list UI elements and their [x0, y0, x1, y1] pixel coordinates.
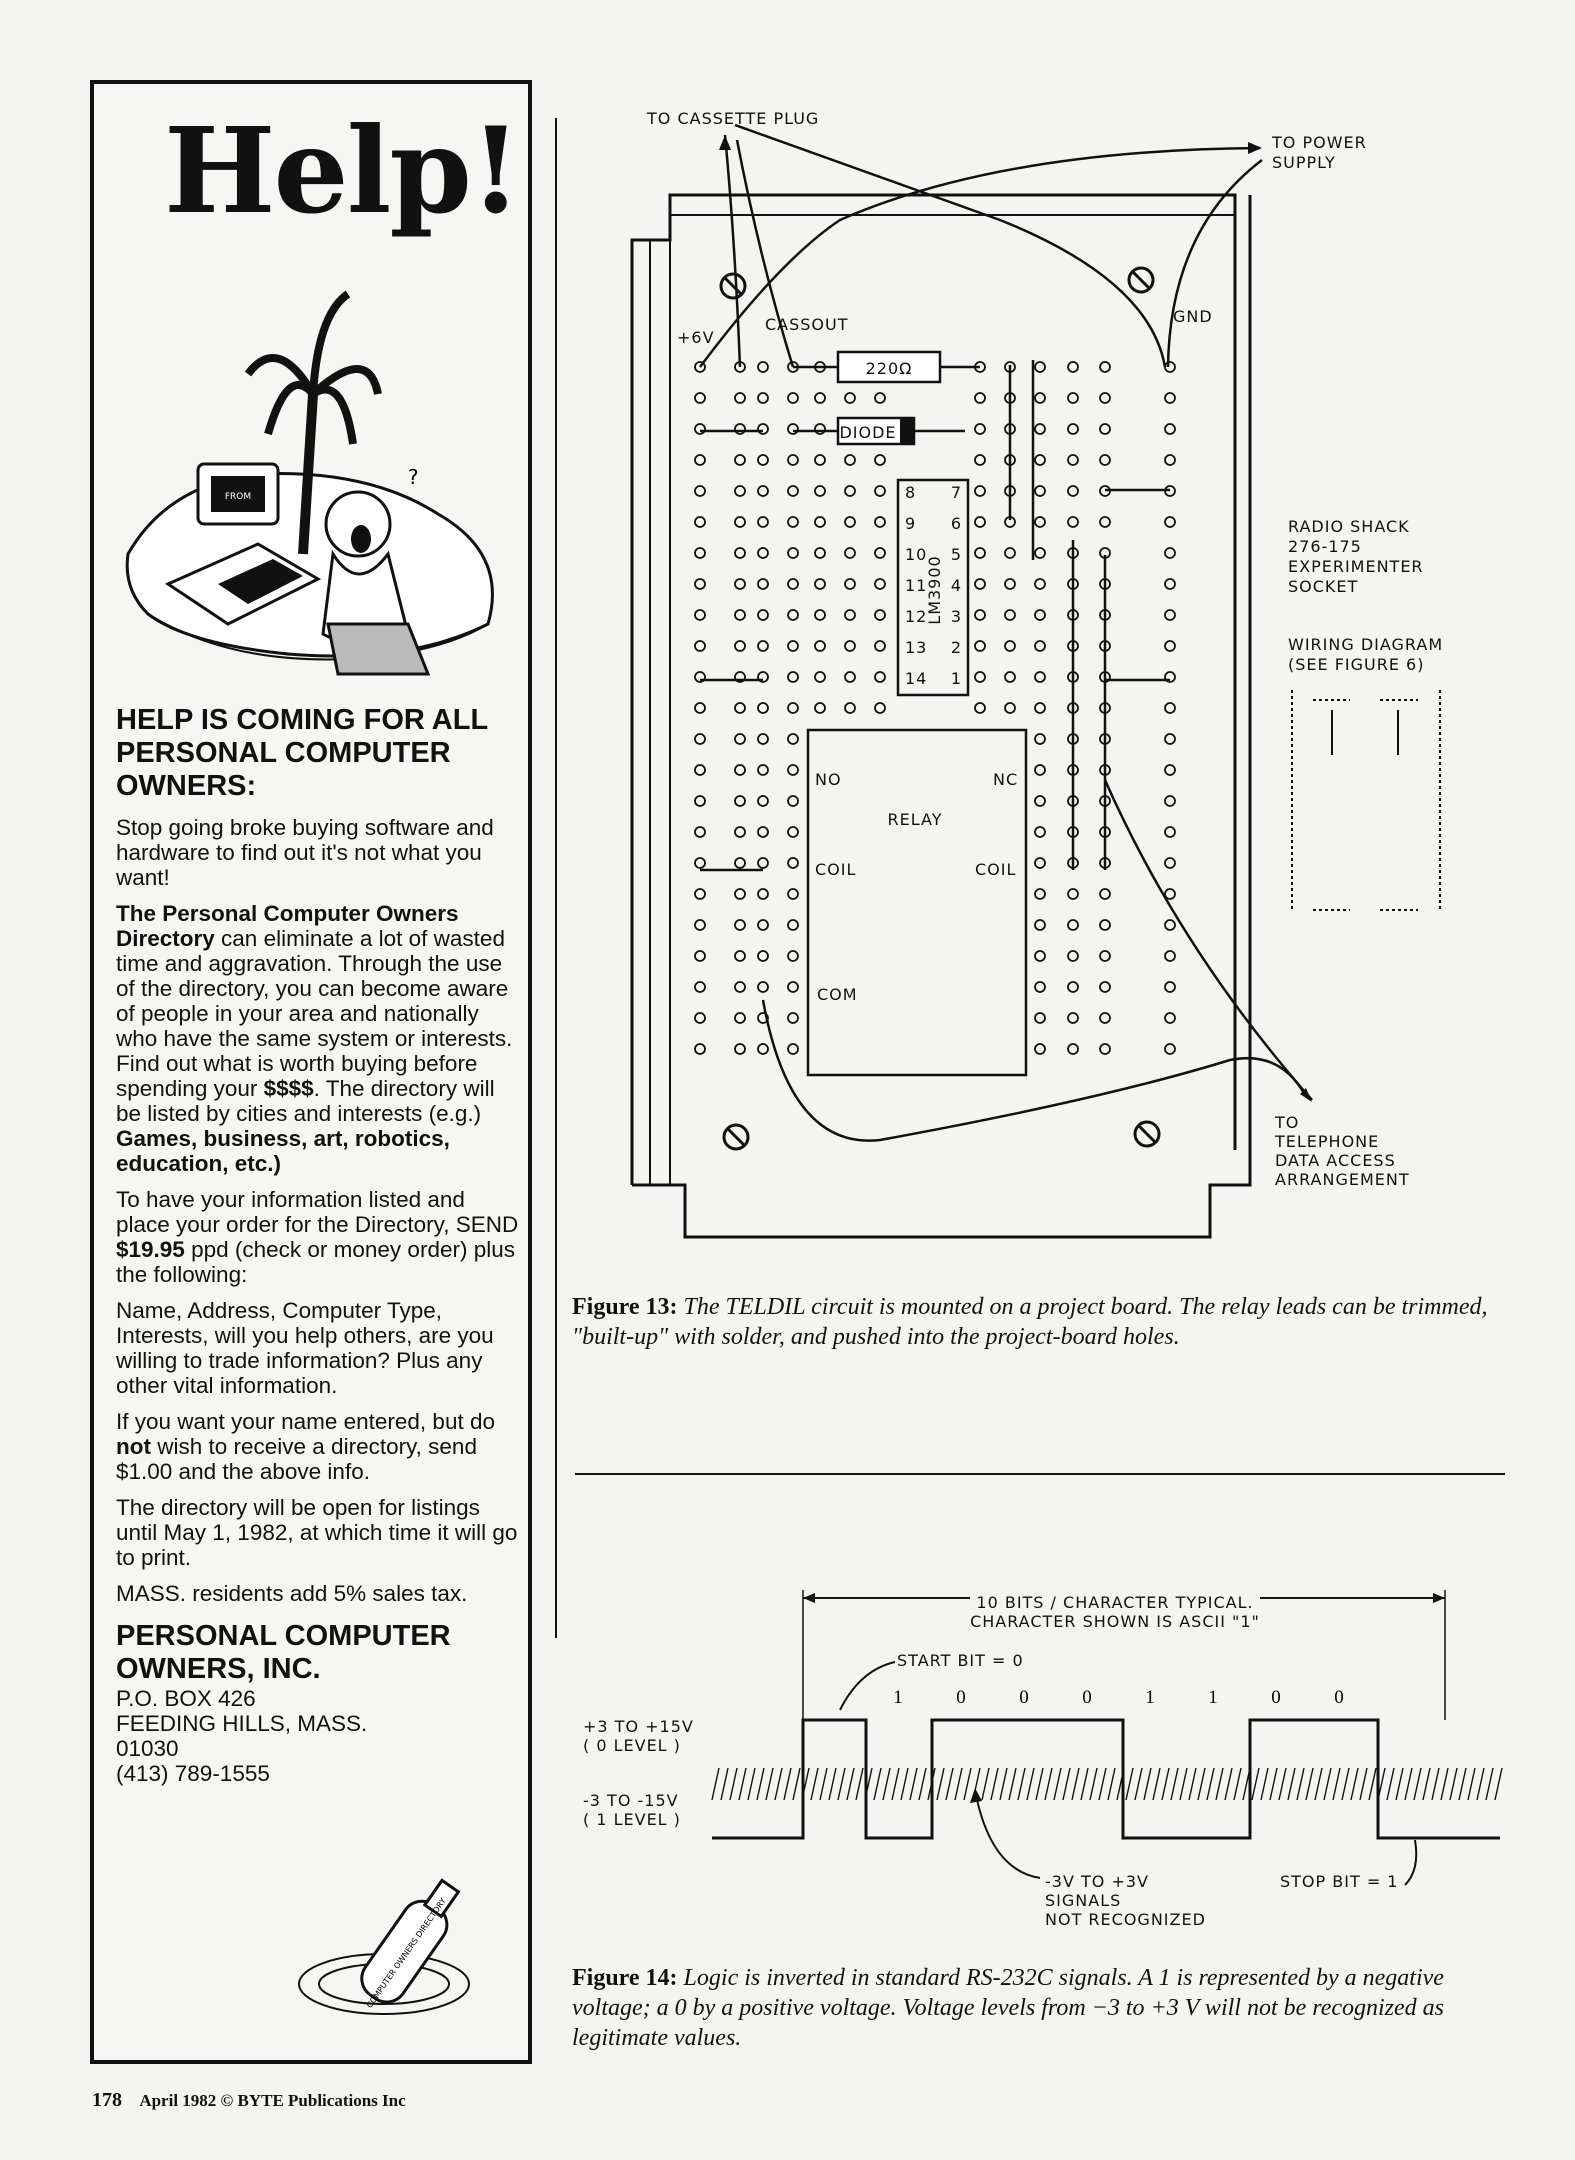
socket-hole [1035, 796, 1045, 806]
ic-pin-label: 8 [905, 483, 917, 502]
page-footer [92, 2089, 406, 2112]
socket-hole [1165, 858, 1175, 868]
socket-hole [735, 1044, 745, 1054]
socket-hole [1035, 1044, 1045, 1054]
socket-hole [845, 641, 855, 651]
ic-pin-label: 1 [950, 669, 962, 688]
ad-title: Help! [164, 101, 520, 240]
plus6v-label: +6V [677, 328, 715, 347]
socket-hole [815, 641, 825, 651]
socket-hole [735, 610, 745, 620]
socket-hole [758, 765, 768, 775]
socket-hole [758, 579, 768, 589]
bit-values [893, 1687, 1344, 1708]
ic-pin-label: 14 [905, 669, 928, 688]
socket-hole [815, 517, 825, 527]
ic-pin-label: 7 [950, 483, 962, 502]
socket-hole [1035, 362, 1045, 372]
bit-value: 0 [1019, 1687, 1029, 1708]
socket-hole [788, 765, 798, 775]
bit-value: 1 [893, 1687, 903, 1708]
socket-hole [695, 548, 705, 558]
socket-hole [815, 610, 825, 620]
socket-hole [788, 920, 798, 930]
figure14-caption: Figure 14: Logic is inverted in standard RS-232C signals. A 1 is represented by a negative voltage; a 0 by a positive voltage. Voltage levels from −3 to +3 V will not be recognized as legitimate values. [572, 1965, 1445, 2051]
socket-hole [788, 517, 798, 527]
figure13-diagram [570, 95, 1530, 1265]
socket-hole [1068, 393, 1078, 403]
socket-hole [788, 1013, 798, 1023]
socket-hole [695, 393, 705, 403]
socket-hole [758, 455, 768, 465]
ad-headline: HELP IS COMING FOR ALL PERSONAL COMPUTER OWNERS: [116, 704, 488, 802]
bit-value: 0 [956, 1687, 966, 1708]
bottle-illustration [289, 1854, 489, 2034]
socket-hole [975, 579, 985, 589]
socket-hole [758, 827, 768, 837]
screw-icon [721, 274, 745, 298]
socket-hole [1165, 765, 1175, 775]
socket-hole [1035, 424, 1045, 434]
relay-coil-right-label: COIL [975, 860, 1017, 879]
socket-hole [1068, 889, 1078, 899]
screw-icon [724, 1125, 748, 1149]
socket-hole [1035, 579, 1045, 589]
signal-waveform [712, 1720, 1500, 1838]
bits-title: 10 BITS / CHARACTER TYPICAL. CHARACTER SHOWN IS ASCII "1" [970, 1593, 1260, 1631]
socket-hole [1165, 796, 1175, 806]
socket-hole [1100, 1013, 1110, 1023]
relay-coil-left-label: COIL [815, 860, 857, 879]
socket-hole [1165, 455, 1175, 465]
socket-hole [1165, 889, 1175, 899]
socket-hole [1035, 734, 1045, 744]
ic-pin-label: 11 [905, 576, 928, 595]
section-divider [575, 1473, 1505, 1475]
bit-value: 0 [1271, 1687, 1281, 1708]
level0-label: +3 TO +15V ( 0 LEVEL ) [583, 1717, 694, 1755]
socket-hole [815, 548, 825, 558]
socket-hole [1100, 1044, 1110, 1054]
socket-hole [1100, 393, 1110, 403]
socket-hole [875, 672, 885, 682]
figure13-caption: Figure 13: The TELDIL circuit is mounted on a project board. The relay leads can be trimmed, "built-up" with solder, and pushed into the project-board holes. [572, 1294, 1488, 1350]
socket-hole [1035, 517, 1045, 527]
socket-hole [1035, 703, 1045, 713]
socket-hole [815, 393, 825, 403]
socket-hole [1035, 548, 1045, 558]
socket-hole [758, 1044, 768, 1054]
ic-pin-label: 3 [950, 607, 962, 626]
socket-hole [1100, 517, 1110, 527]
socket-hole [758, 951, 768, 961]
ad-paragraph: If you want your name entered, but do not wish to receive a directory, send $1.00 and the above info. [116, 1409, 495, 1484]
socket-hole [1035, 393, 1045, 403]
socket-hole [758, 548, 768, 558]
socket-hole [735, 548, 745, 558]
socket-hole [845, 579, 855, 589]
socket-hole [788, 393, 798, 403]
socket-hole [1100, 424, 1110, 434]
ad-paragraph: MASS. residents add 5% sales tax. [116, 1581, 468, 1606]
socket-hole [758, 610, 768, 620]
socket-hole [735, 424, 745, 434]
socket-hole [1035, 982, 1045, 992]
socket-hole [1100, 982, 1110, 992]
publication-line: April 1982 © BYTE Publications Inc [139, 2091, 406, 2110]
svg-text:?: ? [408, 465, 419, 489]
socket-hole [788, 486, 798, 496]
socket-hole [1165, 982, 1175, 992]
socket-hole [875, 548, 885, 558]
socket-hole [695, 610, 705, 620]
socket-hole [1100, 455, 1110, 465]
socket-hole [975, 517, 985, 527]
socket-hole [788, 672, 798, 682]
forbidden-zone-hatching [712, 1768, 1502, 1800]
bit-value: 1 [1208, 1687, 1218, 1708]
socket-hole [1005, 703, 1015, 713]
socket-hole [875, 393, 885, 403]
socket-hole [735, 796, 745, 806]
socket-hole [1005, 672, 1015, 682]
ic-pin-label: 4 [950, 576, 962, 595]
socket-hole [845, 610, 855, 620]
socket-hole [1005, 548, 1015, 558]
socket-hole [735, 579, 745, 589]
socket-hole [875, 641, 885, 651]
socket-hole [695, 486, 705, 496]
socket-hole [875, 455, 885, 465]
socket-hole [1165, 641, 1175, 651]
socket-hole [815, 703, 825, 713]
advertisement-box [90, 80, 532, 2064]
socket-hole [1068, 486, 1078, 496]
socket-hole [788, 455, 798, 465]
socket-hole [788, 796, 798, 806]
ic-pin-label: 10 [905, 545, 928, 564]
socket-hole [1068, 920, 1078, 930]
ad-paragraph: Stop going broke buying software and hardware to find out it's not what you want! [116, 815, 494, 890]
ic-pin-label: 6 [950, 514, 962, 533]
socket-hole [845, 486, 855, 496]
socket-hole [735, 517, 745, 527]
socket-hole [815, 455, 825, 465]
socket-hole [695, 982, 705, 992]
socket-hole [758, 982, 768, 992]
company-name: PERSONAL COMPUTER OWNERS, INC. [116, 1620, 451, 1685]
socket-hole [788, 548, 798, 558]
socket-hole [1100, 889, 1110, 899]
socket-hole [758, 393, 768, 403]
ic-pin-label: 12 [905, 607, 928, 626]
bit-value: 0 [1082, 1687, 1092, 1708]
not-recognized-label: -3V TO +3V SIGNALS NOT RECOGNIZED [1045, 1872, 1206, 1929]
diode-label: DIODE [839, 423, 897, 442]
socket-hole [758, 424, 768, 434]
socket-hole [875, 579, 885, 589]
socket-hole [815, 486, 825, 496]
socket-hole [758, 889, 768, 899]
socket-hole [975, 455, 985, 465]
socket-hole [875, 486, 885, 496]
socket-hole [975, 610, 985, 620]
socket-hole [695, 889, 705, 899]
page-number: 178 [92, 2089, 122, 2111]
socket-hole [1035, 889, 1045, 899]
socket-hole [788, 610, 798, 620]
socket-hole [695, 920, 705, 930]
svg-text:COMPUTER OWNERS DIRECTORY: COMPUTER OWNERS DIRECTORY [364, 1896, 448, 2010]
gnd-label: GND [1173, 307, 1213, 326]
column-divider [555, 118, 557, 1638]
ad-paragraph: Name, Address, Computer Type, Interests, will you help others, are you willing to trade information? Plus any other vital information. [116, 1298, 494, 1398]
ic-pin-label: 2 [950, 638, 962, 657]
socket-hole [695, 424, 705, 434]
socket-hole [735, 889, 745, 899]
wiring-diagram-label: WIRING DIAGRAM (SEE FIGURE 6) [1288, 635, 1444, 674]
socket-hole [875, 517, 885, 527]
socket-hole [788, 579, 798, 589]
socket-hole [735, 858, 745, 868]
socket-hole [735, 641, 745, 651]
bit-value: 1 [1145, 1687, 1155, 1708]
screw-icon [1129, 268, 1153, 292]
socket-hole [815, 424, 825, 434]
relay-com-label: COM [817, 985, 858, 1004]
socket-hole [975, 486, 985, 496]
socket-hole [845, 393, 855, 403]
socket-hole [845, 455, 855, 465]
to-telephone-label: TO TELEPHONE DATA ACCESS ARRANGEMENT [1275, 1113, 1410, 1189]
socket-hole [788, 982, 798, 992]
socket-hole [758, 920, 768, 930]
socket-hole [788, 734, 798, 744]
socket-hole [975, 548, 985, 558]
socket-hole [695, 858, 705, 868]
socket-hole [788, 858, 798, 868]
socket-hole [1068, 1044, 1078, 1054]
socket-hole [1165, 424, 1175, 434]
socket-hole [788, 827, 798, 837]
ad-body [116, 704, 521, 1786]
relay-no-label: NO [815, 770, 842, 789]
socket-hole [975, 703, 985, 713]
socket-hole [1100, 920, 1110, 930]
socket-hole [1068, 424, 1078, 434]
socket-hole [1035, 1013, 1045, 1023]
socket-hole [1068, 455, 1078, 465]
cassout-label: CASSOUT [765, 315, 849, 334]
socket-hole [845, 703, 855, 713]
socket-hole [1165, 827, 1175, 837]
socket-hole [1100, 362, 1110, 372]
socket-hole [735, 734, 745, 744]
socket-hole [788, 1044, 798, 1054]
socket-hole [1165, 703, 1175, 713]
socket-hole [1165, 1013, 1175, 1023]
socket-hole [695, 951, 705, 961]
ic-pin-label: 5 [950, 545, 962, 564]
socket-hole [1165, 517, 1175, 527]
socket-hole [735, 486, 745, 496]
socket-hole [845, 672, 855, 682]
socket-hole [1035, 951, 1045, 961]
ic-pin-label: 13 [905, 638, 928, 657]
socket-hole [1165, 1044, 1175, 1054]
socket-hole [788, 703, 798, 713]
socket-hole [1165, 920, 1175, 930]
socket-hole [1035, 765, 1045, 775]
socket-hole [735, 393, 745, 403]
to-power-label: TO POWER SUPPLY [1272, 133, 1367, 172]
socket-hole [758, 734, 768, 744]
socket-hole [695, 796, 705, 806]
socket-hole [975, 393, 985, 403]
socket-hole [695, 827, 705, 837]
socket-hole [758, 362, 768, 372]
figure14-waveform [570, 1560, 1530, 1940]
socket-hole [1165, 579, 1175, 589]
level1-label: -3 TO -15V ( 1 LEVEL ) [583, 1791, 681, 1829]
socket-hole [758, 517, 768, 527]
socket-hole [1165, 362, 1175, 372]
socket-hole [1068, 982, 1078, 992]
socket-hole [1035, 920, 1045, 930]
socket-hole [1035, 486, 1045, 496]
socket-hole [1068, 517, 1078, 527]
socket-hole [788, 641, 798, 651]
socket-hole [735, 951, 745, 961]
socket-hole [975, 641, 985, 651]
socket-hole [1165, 734, 1175, 744]
monitor-label: FROM [224, 492, 252, 502]
radio-shack-label: RADIO SHACK 276-175 EXPERIMENTER SOCKET [1288, 517, 1424, 596]
socket-hole [1035, 641, 1045, 651]
socket-hole [1005, 610, 1015, 620]
socket-hole [1068, 951, 1078, 961]
socket-holes [695, 362, 1175, 1054]
socket-hole [1035, 610, 1045, 620]
socket-hole [975, 424, 985, 434]
socket-hole [695, 703, 705, 713]
ad-paragraph: To have your information listed and place your order for the Directory, SEND $19.95 ppd (check or money order) plus the following: [116, 1187, 519, 1287]
ad-paragraph: The Personal Computer Owners Directory can eliminate a lot of wasted time and aggravation. Through the use of the directory, you can become aware of people in your area and nationally who have the same system or interests. Find out what is worth buying before spending your $$$$. The directory will be listed by cities and interests (e.g.) Games, business, art, robotics, education, etc.) [116, 901, 513, 1176]
socket-hole [875, 610, 885, 620]
socket-hole [758, 858, 768, 868]
socket-hole [1005, 579, 1015, 589]
relay-label: RELAY [887, 810, 943, 829]
socket-hole [735, 1013, 745, 1023]
socket-hole [735, 920, 745, 930]
socket-hole [1165, 610, 1175, 620]
socket-hole [1068, 1013, 1078, 1023]
socket-hole [695, 641, 705, 651]
socket-hole [788, 889, 798, 899]
castaway-illustration [108, 254, 528, 704]
socket-hole [1005, 641, 1015, 651]
socket-hole [695, 1013, 705, 1023]
socket-hole [735, 455, 745, 465]
stop-bit-label: STOP BIT = 1 [1280, 1872, 1399, 1891]
socket-hole [735, 765, 745, 775]
socket-hole [695, 455, 705, 465]
screw-icon [1135, 1122, 1159, 1146]
socket-hole [695, 734, 705, 744]
socket-hole [695, 579, 705, 589]
socket-hole [1068, 362, 1078, 372]
socket-hole [1165, 393, 1175, 403]
socket-hole [788, 951, 798, 961]
socket-hole [875, 703, 885, 713]
socket-hole [1165, 548, 1175, 558]
ic-pin-label: 9 [905, 514, 917, 533]
ad-paragraph: The directory will be open for listings until May 1, 1982, at which time it will go to print. [116, 1495, 518, 1570]
start-bit-label: START BIT = 0 [897, 1651, 1024, 1670]
socket-hole [845, 548, 855, 558]
wiring-diagram-icon [1292, 690, 1440, 910]
socket-hole [1035, 672, 1045, 682]
socket-hole [758, 703, 768, 713]
socket-hole [788, 424, 798, 434]
socket-hole [1035, 858, 1045, 868]
socket-hole [975, 672, 985, 682]
socket-hole [845, 517, 855, 527]
socket-hole [735, 827, 745, 837]
socket-hole [1035, 827, 1045, 837]
resistor-label: 220Ω [865, 359, 913, 378]
bit-value: 0 [1334, 1687, 1344, 1708]
socket-hole [815, 672, 825, 682]
socket-hole [758, 796, 768, 806]
to-cassette-label: TO CASSETTE PLUG [647, 109, 820, 128]
socket-hole [758, 486, 768, 496]
socket-hole [695, 517, 705, 527]
socket-hole [815, 579, 825, 589]
socket-hole [1100, 951, 1110, 961]
socket-hole [695, 765, 705, 775]
socket-hole [1165, 951, 1175, 961]
socket-hole [1035, 455, 1045, 465]
socket-hole [695, 1044, 705, 1054]
socket-hole [735, 703, 745, 713]
company-address: P.O. BOX 426 FEEDING HILLS, MASS. 01030 (413) 789-1555 [116, 1686, 368, 1786]
ic-label: LM3900 [925, 555, 944, 625]
socket-hole [758, 641, 768, 651]
relay-nc-label: NC [993, 770, 1019, 789]
socket-hole [735, 982, 745, 992]
